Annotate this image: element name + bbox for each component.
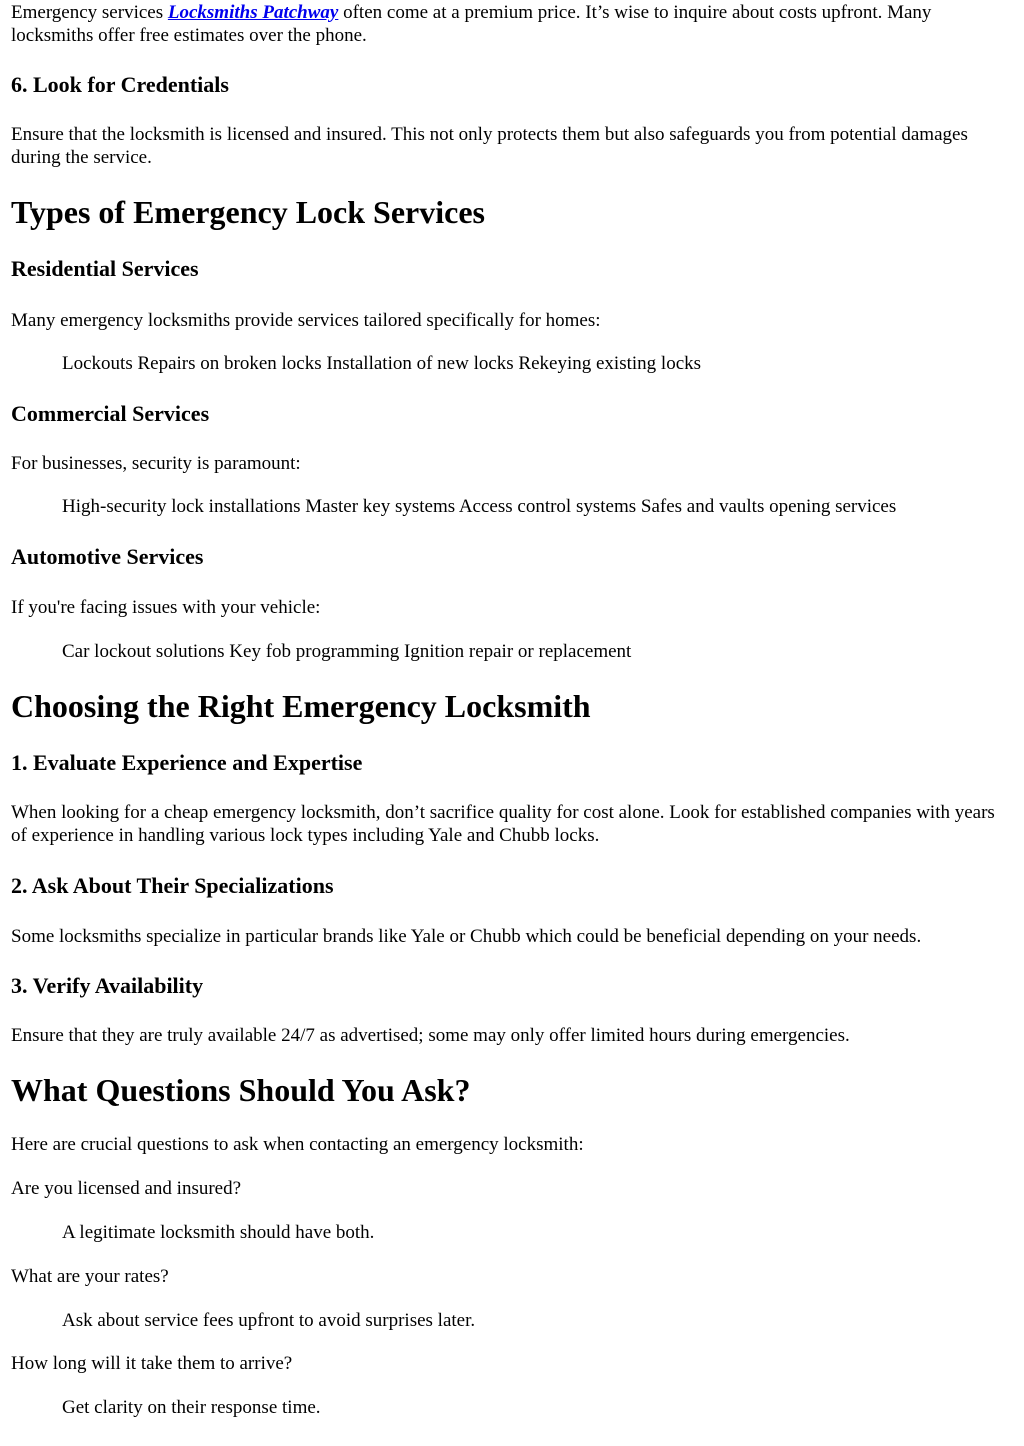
- locksmiths-patchway-link[interactable]: Locksmiths Patchway: [167, 2, 339, 23]
- experience-heading: 1. Evaluate Experience and Expertise: [11, 750, 363, 775]
- residential-list: Lockouts Repairs on broken locks Installation of new locks Rekeying existing locks: [62, 353, 702, 374]
- types-heading: Types of Emergency Lock Services: [11, 194, 485, 230]
- commercial-paragraph: For businesses, security is paramount:: [11, 453, 301, 474]
- availability-paragraph: Ensure that they are truly available 24/7 as advertised; some may only offer limited hours during emergencies.: [11, 1025, 850, 1046]
- automotive-heading: Automotive Services: [11, 544, 204, 569]
- answer-licensed: A legitimate locksmith should have both.: [62, 1222, 375, 1243]
- choosing-heading: Choosing the Right Emergency Locksmith: [11, 688, 591, 724]
- commercial-list: High-security lock installations Master key systems Access control systems Safes and vaults opening services: [62, 496, 897, 517]
- automotive-list: Car lockout solutions Key fob programming Ignition repair or replacement: [62, 641, 632, 662]
- question-rates: What are your rates?: [11, 1266, 169, 1287]
- answer-arrival: Get clarity on their response time.: [62, 1397, 321, 1418]
- automotive-paragraph: If you're facing issues with your vehicle:: [11, 597, 321, 618]
- specializations-heading: 2. Ask About Their Specializations: [11, 873, 334, 898]
- intro-text-before: Emergency services: [11, 2, 168, 23]
- credentials-paragraph: Ensure that the locksmith is licensed and insured. This not only protects them but also safeguards you from potential damages during the service.: [11, 124, 968, 168]
- availability-heading: 3. Verify Availability: [11, 973, 204, 998]
- intro-text-after: often come at a premium price. It’s wise to inquire about costs upfront. Many locksmiths offer free estimates over the phone.: [11, 2, 932, 46]
- residential-paragraph: Many emergency locksmiths provide services tailored specifically for homes:: [11, 310, 601, 331]
- specializations-paragraph: Some locksmiths specialize in particular brands like Yale or Chubb which could be beneficial depending on your needs.: [11, 926, 922, 947]
- credentials-heading: 6. Look for Credentials: [11, 72, 229, 97]
- questions-intro: Here are crucial questions to ask when contacting an emergency locksmith:: [11, 1134, 584, 1155]
- intro-paragraph: [11, 1, 1013, 47]
- question-licensed: Are you licensed and insured?: [11, 1178, 242, 1199]
- residential-heading: Residential Services: [11, 256, 199, 281]
- experience-paragraph: When looking for a cheap emergency locksmith, don’t sacrifice quality for cost alone. Look for established companies with years of experience in handling various lock types including Yale and Chubb locks.: [11, 802, 995, 846]
- commercial-heading: Commercial Services: [11, 401, 210, 426]
- answer-rates: Ask about service fees upfront to avoid surprises later.: [62, 1310, 476, 1331]
- questions-heading: What Questions Should You Ask?: [11, 1072, 471, 1108]
- question-arrival: How long will it take them to arrive?: [11, 1353, 293, 1374]
